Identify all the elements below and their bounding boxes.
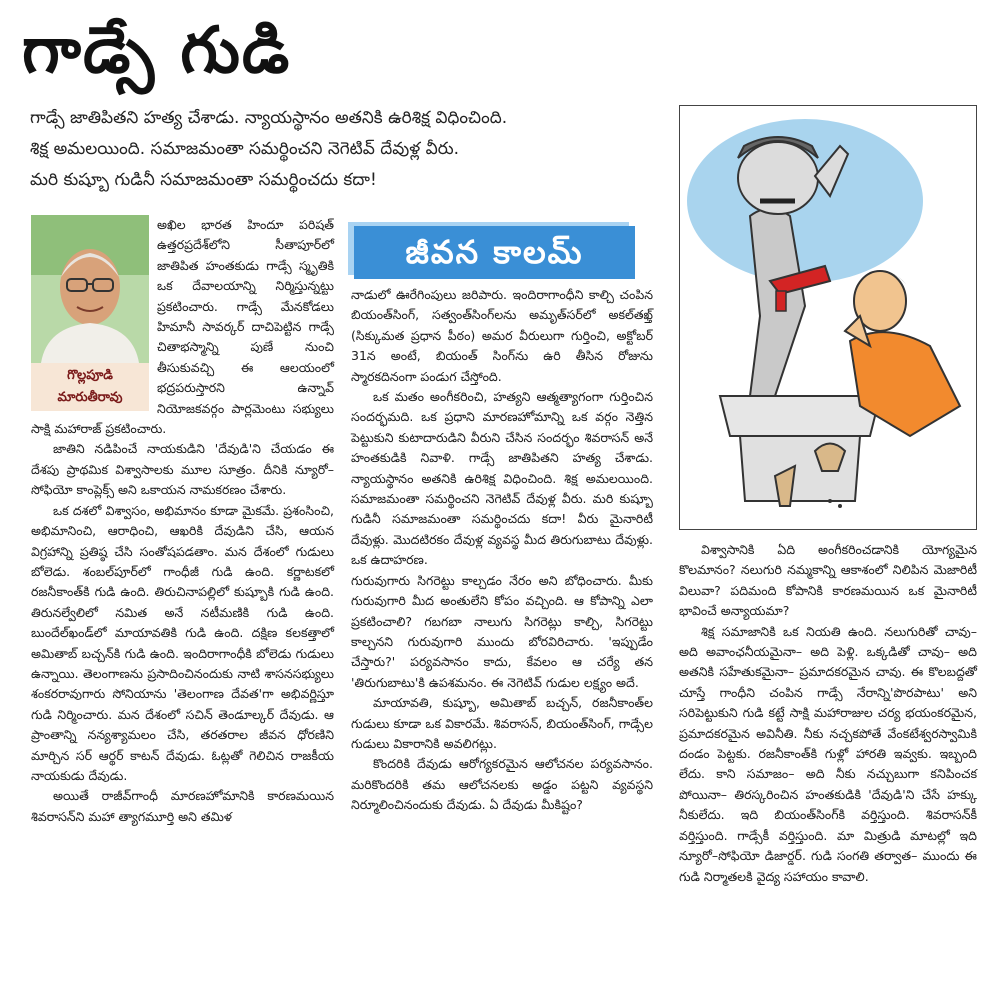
author-byline — [31, 365, 149, 409]
column-2 — [351, 285, 653, 816]
paragraph: అఖిల భారత హిందూ పరిషత్ ఉత్తరప్రదేశ్‌లోని సీతాపూర్‌లో జాతిపిత హంతకుడు గాడ్సే స్మృతికి ఒక దేవాలయాన్ని నిర్మిస్తున్నట్టు ప్రకటించారు. గాడ్సే మేనకోడలు హిమానీ సావర్కర్ దాచిపెట్టిన గాడ్సే చితాభస్మాన్ని పుణే నుంచి తీసుకువచ్చి ఈ ఆలయంలో భద్రపరుస్తారని ఉన్నావ్ నియోజకవర్గం పార్లమెంటు సభ్యులు సాక్షి మహారాజ్ ప్రకటించారు. — [31, 217, 334, 437]
author-portrait — [31, 215, 149, 363]
deck-line: గాడ్సే జాతిపితని హత్య చేశాడు. న్యాయస్థానం అతనికి ఉరిశిక్ష విధించింది. — [30, 108, 508, 128]
paragraph: ఒక దశలో విశ్వాసం, అభిమానం కూడా మైకమే. ప్రశంసించి, అభిమానించి, ఆరాధించి, ఆఖరికి దేవుడిని చేసి, ఆయన విగ్రహాన్ని ప్రతిష్ఠ చేసి సంతోషపడతాం. మన దేశంలో గుడులు బోలెడు. శంబల్‌పూర్‌లో గాంధీజీ గుడి ఉంది. కర్ణాటకలో రజనీకాంత్‌కి గుడి ఉంది. తిరుచినాపల్లిలో కుష్బూకి గుడి ఉంది. తిరునల్వేలిలో నమిత అనే నటీమణికి గుడి ఉంది. బుందేల్‌ఖండ్‌లో మాయావతికి గుడి ఉంది. దక్షిణ కలకత్తాలో అమితాబ్ బచ్చన్‌కి గుడి ఉంది. ఇందిరాగాంధీకి బోలెడు గుడులు ఉన్నాయి. తెలంగాణను ప్రసాదించినందుకు నాటి శాసనసభ్యులు శంకరరావుగారు సోనియాను 'తెలంగాణ దేవత'గా అభివర్ణిస్తూ గుడి నిర్మించారు. మన దేశంలో సచిన్ తెండూల్కర్ దేవుడు. ఆ ప్రాంతాన్ని నన్యశ్యామలం చేసి, తరతరాల జీవన ధోరణిని మార్చిన సర్ ఆర్థర్ కాటన్ దేవుడు. ఓట్లతో గెలిచిన రాజకీయ నాయకుడు దేవుడు. — [31, 502, 334, 783]
deck-line: శిక్ష అమలయింది. సమాజమంతా సమర్థించని నెగెటివ్ దేవుళ్ల వీరు. — [30, 139, 460, 159]
paragraph: జాతిని నడిపించే నాయకుడిని 'దేవుడి'ని చేయడం ఈ దేశపు ప్రాథమిక విశ్వాసాలకు మూల సూత్రం. దీనికి న్యూరో–సోఫియో కాంప్లెక్స్ అని ఒకాయన నామకరణం చేశారు. — [31, 441, 334, 498]
paragraph: విశ్వాసానికి ఏది అంగీకరించడానికి యోగ్యమైన కొలమానం? నలుగురి నమ్మకాన్ని ఆకాశంలో నిలిపిన మెజారిటీ విలువా? పదిమంది కోపానికి కారణమయిన ఒక మైనారిటీ భావించే అన్యాయమా? — [679, 542, 977, 619]
deck-summary — [30, 103, 680, 196]
editorial-cartoon — [679, 105, 977, 530]
column-1 — [31, 215, 334, 827]
paragraph: శిక్ష సమాజానికి ఒక నియతి ఉంది. నలుగురితో చావు– అది అవాంఛనీయమైనా– అది పెళ్లి. ఒక్కడితో చావు– అది అతనికి సహేతుకమైనా– ప్రమాదకరమైన చావు. ఈ కొలబద్దతో చూస్తే గాంధీని చంపిన గాడ్సే నేరాన్ని'పొరపాటు' అని సరిపెట్టుకుని గుడి కట్టే సాక్షి మహారాజుల చర్య భయంకరమైన, ప్రమాదకరమైన అవినీతి. నీకు నచ్చకపోతే వేంకటేశ్వరస్వామికి దండం పెట్టకు. రజనీకాంత్‌కి గుళ్లో హారతి ఇవ్వకు. ఇబ్బంది లేదు. కాని సమాజం– అది నీకు నచ్చుబుగా కనిపించక పోయినా– తిరస్కరించిన హంతకుడికి 'దేవుడి'ని చేసే హక్కు నీకులేదు. ఇది బియంత్‌సింగ్‌కి వర్తిస్తుంది. శివరాసన్‌కీ వర్తిస్తుంది. గాడ్సేకీ వర్తిస్తుంది. మా మిత్రుడి మాటల్లో ఇది న్యూరో–సోఫియో డిజార్డర్. గుడి సంగతి తర్వాత– ముందు ఈ గుడి నిర్మాతలకి వైద్య సహాయం కావాలి. — [679, 623, 977, 884]
author-photo-box — [31, 215, 149, 411]
column-title-banner: జీవన కాలమ్ — [354, 226, 635, 279]
headline: గాడ్సే గుడి — [22, 14, 292, 88]
paragraph: నాడులో ఊరేగింపులు జరిపారు. ఇందిరాగాంధీని కాల్చి చంపిన బియంత్‌సింగ్, సత్వంత్‌సింగ్‌లను అమృత్‌సర్‌లో అకల్‌తఖ్త్ (సిక్కుమత ప్రధాన పీఠం) అమర వీరులుగా గుర్తించి, అక్టోబర్ 31న అంటే, బియంత్ సింగ్‌ను ఉరి తీసిన రోజును స్మారకదినంగా పండుగ చేస్తోంది. — [351, 287, 653, 384]
paragraph: ఒక మతం అంగీకరించి, హత్యని ఆత్మత్యాగంగా గుర్తించిన సందర్భమది. ఒక ప్రధాని మారణహోమాన్ని ఒక వర్గం నెత్తిన పెట్టుకుని కుటాదారుడిని వీరుని చేసిన సందర్భం శివరాసన్ అనే హంతకుడికి నివాళి. గాడ్సే జాతిపితని హత్య చేశాడు. న్యాయస్థానం అతనికి ఉరిశిక్ష విధించింది. శిక్ష అమలయింది. సమాజమంతా సమర్థించని నెగెటివ్ దేవుళ్ల వీరు. మరి కుష్బూ గుడినీ సమాజమంతా సమర్థించదు కదా! వీరు మైనారిటీ దేవుళ్లు. మొదటిరకం దేవుళ్ల వ్యవస్థ మీద తిరుగుబాటు దేవుళ్లు. ఒక ఉదాహరణ. — [351, 389, 653, 568]
author-name-line: గొల్లపూడి — [67, 368, 113, 383]
cartoon-illustration — [680, 106, 977, 530]
paragraph: మాయావతి, కుష్బూ, అమితాబ్ బచ్చన్, రజనీకాంత్‌ల గుడులు కూడా ఒక వికారమే. శివరాసన్, బియంత్‌సింగ్, గాడ్సేల గుడులు వికారానికి అవలిగట్లు. — [351, 695, 653, 751]
paragraph: గురువుగారు సిగరెట్టు కాల్చడం నేరం అని బోధించారు. మీకు గురువుగారి మీద అంతులేని కోపం వచ్చింది. ఆ కోపాన్ని ఎలా ప్రకటించాలి? గబగబా నాలుగు సిగరెట్లు కాల్చి, సిగరెట్టు కాల్చనని గురువుగారి ముందు బోరవిరిచారు. 'ఇప్పుడేం చేస్తారు?' పర్యవసానం కాదు, కేవలం ఆ చర్యే తన 'తిరుగుబాటు'కి ఉపశమనం. ఈ నెగెటివ్ గుడుల లక్ష్యం అదే. — [351, 572, 653, 690]
paragraph: కొందరికి దేవుడు ఆరోగ్యకరమైన ఆలోచనల పర్యవసానం. మరికొందరికి తమ ఆలోచనలకు అడ్డం పట్టని వ్యవస్థని నిర్మూలించినందుకు దేవుడు. ఏ దేవుడు మీకిష్టం? — [351, 756, 653, 813]
deck-line: మరి కుష్బూ గుడినీ సమాజమంతా సమర్థించదు కదా! — [30, 170, 377, 190]
paragraph: అయితే రాజీవ్‌గాంధీ మారణహోమానికి కారణమయిన శివరాసన్‌ని మహా త్యాగమూర్తి అని తమిళ — [31, 788, 334, 824]
author-name-line: మారుతీరావు — [57, 390, 123, 405]
column-3 — [679, 540, 977, 887]
